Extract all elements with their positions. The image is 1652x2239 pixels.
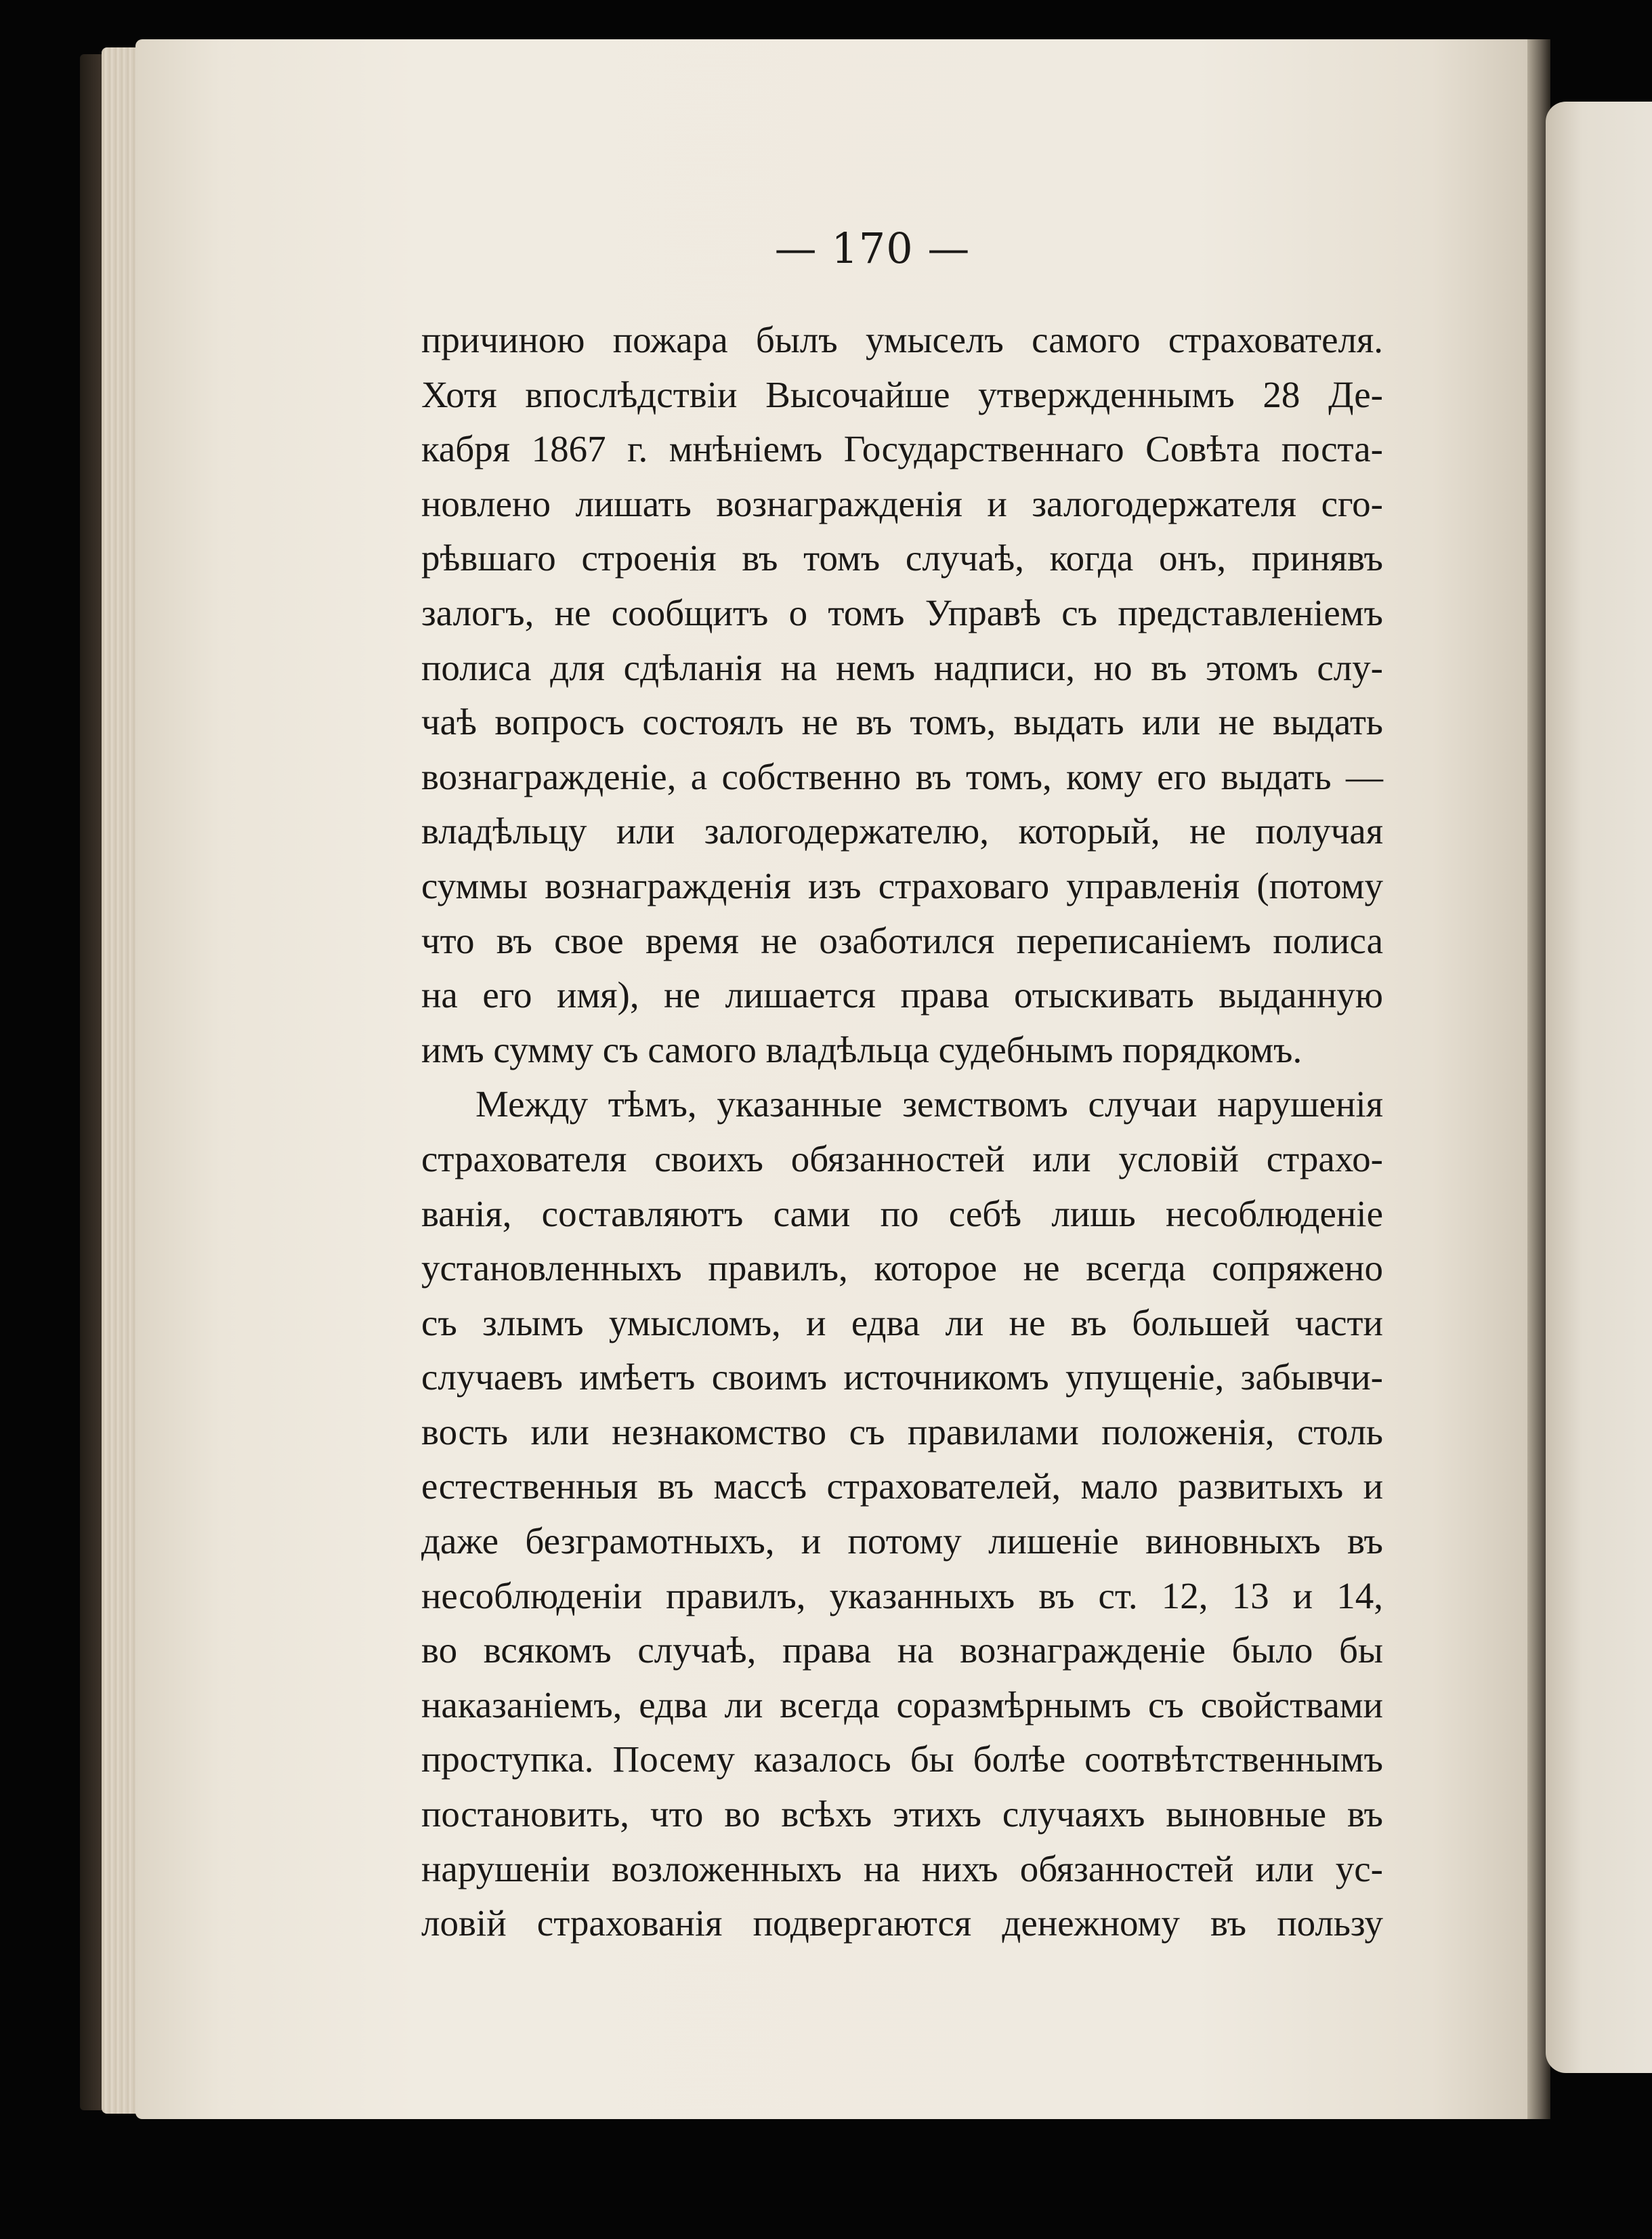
text-line: причиною пожара былъ умыселъ самого страхователя. <box>421 319 1383 360</box>
text-line: ванія, составляютъ сами по себѣ лишь несоблюденіе <box>421 1192 1383 1234</box>
text-line: нарушеніи возложенныхъ на нихъ обязанностей или ус- <box>421 1847 1383 1889</box>
text-line: новлено лишать вознагражденія и залогодержателя сго- <box>421 482 1383 524</box>
text-line: установленныхъ правилъ, которое не всегда сопряжено <box>421 1247 1383 1289</box>
facing-page-edge <box>1546 102 1652 2073</box>
text-line: имъ сумму съ самого владѣльца судебнымъ порядкомъ. <box>421 1028 1302 1070</box>
text-line: вознагражденіе, а собственно въ томъ, кому его выдать — <box>421 755 1383 797</box>
text-line: суммы вознагражденія изъ страховаго управленія (потому <box>421 864 1383 906</box>
text-line: владѣльцу или залогодержателю, который, не получая <box>421 810 1383 852</box>
text-line: Хотя впослѣдствіи Высочайше утвержденнымъ 28 Де- <box>421 373 1383 415</box>
text-line: чаѣ вопросъ состоялъ не въ томъ, выдать или не выдать <box>421 701 1383 743</box>
text-line: даже безграмотныхъ, и потому лишеніе виновныхъ въ <box>421 1520 1383 1562</box>
text-line: полиса для сдѣланія на немъ надписи, но въ этомъ слу- <box>421 646 1383 688</box>
text-line: постановить, что во всѣхъ этихъ случаяхъ выновные въ <box>421 1793 1383 1835</box>
text-line: страхователя своихъ обязанностей или условій страхо- <box>421 1137 1383 1179</box>
text-line: несоблюденіи правилъ, указанныхъ въ ст. 12, 13 и 14, <box>421 1574 1383 1616</box>
body-text <box>421 313 1383 1951</box>
text-line: на его имя), не лишается права отыскивать выданную <box>421 974 1383 1016</box>
text-line: вость или незнакомство съ правилами положенія, столь <box>421 1410 1383 1452</box>
text-line: наказаніемъ, едва ли всегда соразмѣрнымъ съ свойствами <box>421 1683 1383 1725</box>
text-line: ловій страхованія подвергаются денежному въ пользу <box>421 1902 1383 1944</box>
page-number: — 170 — <box>774 224 971 273</box>
text-line: проступка. Посему казалось бы болѣе соотвѣтственнымъ <box>421 1738 1383 1780</box>
text-line: во всякомъ случаѣ, права на вознагражденіе было бы <box>421 1629 1383 1671</box>
text-line: съ злымъ умысломъ, и едва ли не въ большей части <box>421 1301 1383 1343</box>
text-line: рѣвшаго строенія въ томъ случаѣ, когда онъ, принявъ <box>421 537 1383 579</box>
text-line: залогъ, не сообщитъ о томъ Управѣ съ представленіемъ <box>421 591 1383 633</box>
text-line: естественныя въ массѣ страхователей, мало развитыхъ и <box>421 1465 1383 1507</box>
text-line: что въ свое время не озаботился переписаніемъ полиса <box>421 919 1383 961</box>
text-line: случаевъ имѣетъ своимъ источникомъ упущеніе, забывчи- <box>421 1356 1383 1398</box>
text-line: кабря 1867 г. мнѣніемъ Государственнаго Совѣта поста- <box>421 428 1383 470</box>
text-line: Между тѣмъ, указанные земствомъ случаи нарушенія <box>475 1083 1383 1125</box>
